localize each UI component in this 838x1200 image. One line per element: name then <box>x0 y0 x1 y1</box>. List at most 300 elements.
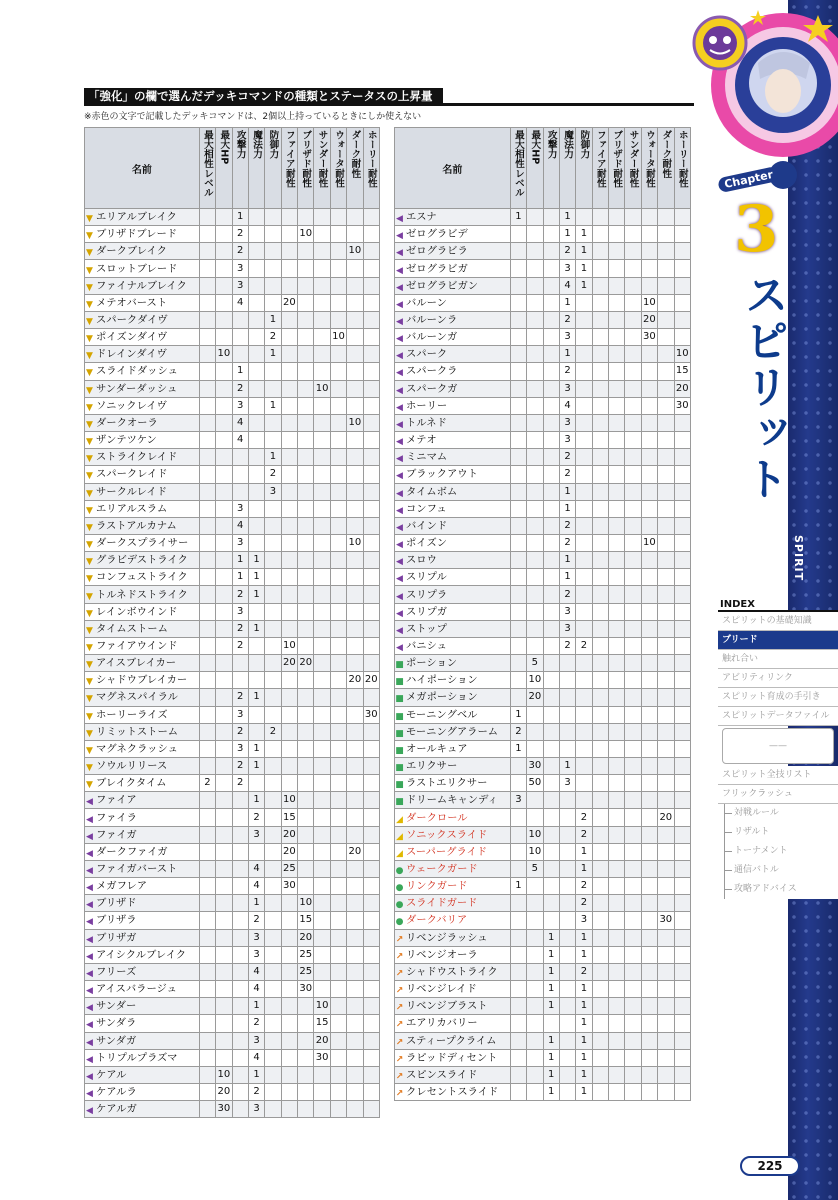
stat-value-cell <box>330 260 346 277</box>
command-name-cell <box>85 758 200 775</box>
magic-icon: ◀ <box>396 334 403 345</box>
stat-value-cell <box>347 706 363 723</box>
stat-value-cell <box>592 586 608 603</box>
stat-value-cell <box>527 603 543 620</box>
stat-value-cell <box>609 603 625 620</box>
stat-value-cell <box>199 466 215 483</box>
command-name: コンフュストライク <box>96 571 188 584</box>
command-name-cell <box>395 878 511 895</box>
dash-icon: ◢ <box>396 831 403 842</box>
stat-value-cell <box>625 294 641 311</box>
stat-value-cell <box>527 466 543 483</box>
magic-icon: ◀ <box>396 471 403 482</box>
stat-value-cell <box>347 552 363 569</box>
stat-value-cell <box>658 723 674 740</box>
stat-value-cell <box>232 1101 248 1118</box>
index-item[interactable]: 触れ合い <box>718 650 838 669</box>
stat-value-cell <box>216 792 232 809</box>
stat-value-cell <box>298 706 314 723</box>
stat-value-cell <box>281 981 297 998</box>
stat-value-cell <box>658 895 674 912</box>
stat-value-cell <box>674 655 691 672</box>
command-name-cell <box>85 500 200 517</box>
stat-value-cell <box>281 346 297 363</box>
stat-value-cell <box>658 1066 674 1083</box>
stat-value-cell <box>576 569 592 586</box>
table-row <box>85 672 380 689</box>
stat-value-cell <box>510 1049 526 1066</box>
magic-icon: ◀ <box>86 917 93 928</box>
stat-value-cell <box>330 1066 346 1083</box>
stat-value-cell <box>674 740 691 757</box>
stat-value-cell <box>576 603 592 620</box>
stat-value-cell <box>330 466 346 483</box>
stat-value-cell <box>232 1066 248 1083</box>
index-item[interactable]: 通信バトル <box>718 861 838 880</box>
column-header-stat <box>199 128 215 209</box>
stat-value-cell <box>330 655 346 672</box>
table-row <box>85 1015 380 1032</box>
stat-value-cell <box>298 1083 314 1100</box>
command-name-cell <box>395 655 511 672</box>
stat-value-cell <box>543 672 559 689</box>
attack-icon: ▼ <box>86 557 93 568</box>
stat-value-cell <box>641 1032 657 1049</box>
stat-value-cell <box>674 586 691 603</box>
stat-value-cell <box>298 809 314 826</box>
stat-value-cell <box>674 689 691 706</box>
magic-icon: ◀ <box>86 883 93 894</box>
stat-value-cell <box>298 517 314 534</box>
stat-value-cell <box>248 363 264 380</box>
stat-value-cell <box>199 878 215 895</box>
column-header-stat <box>330 128 346 209</box>
stat-value-cell <box>330 517 346 534</box>
stat-value-cell <box>265 569 281 586</box>
stat-value-cell <box>265 895 281 912</box>
command-name-cell <box>85 432 200 449</box>
stat-value-cell <box>298 552 314 569</box>
stat-value-cell <box>363 689 379 706</box>
stat-value-cell <box>199 998 215 1015</box>
index-item[interactable]: スピリット育成の手引き <box>718 688 838 707</box>
stat-value-cell: 3 <box>559 432 575 449</box>
stat-value-cell: 1 <box>543 981 559 998</box>
stat-value-cell <box>527 706 543 723</box>
stat-value-cell: 10 <box>674 346 691 363</box>
stat-value-cell <box>625 346 641 363</box>
stat-value-cell <box>559 672 575 689</box>
command-name: スーパーグライド <box>406 845 488 858</box>
column-header-stat <box>543 128 559 209</box>
stat-value-cell <box>199 1049 215 1066</box>
command-name: ドレインダイヴ <box>96 348 167 361</box>
command-name-cell <box>85 1015 200 1032</box>
table-row <box>85 534 380 551</box>
stat-value-cell <box>330 758 346 775</box>
stat-value-cell <box>232 963 248 980</box>
attack-icon: ▼ <box>86 419 93 430</box>
stat-value-cell <box>658 432 674 449</box>
stat-value-cell <box>281 1083 297 1100</box>
stat-value-cell: 25 <box>298 963 314 980</box>
table-row <box>85 483 380 500</box>
index-item[interactable]: 攻略アドバイス <box>718 880 838 899</box>
stat-value-cell <box>265 998 281 1015</box>
item-icon: ■ <box>395 660 404 671</box>
stat-value-cell <box>510 294 526 311</box>
attack-icon: ▼ <box>86 385 93 396</box>
table-row <box>395 603 691 620</box>
magic-icon: ◀ <box>396 402 403 413</box>
stat-value-cell <box>265 500 281 517</box>
table-row <box>395 363 691 380</box>
stat-value-cell <box>216 946 232 963</box>
stat-value-cell <box>363 603 379 620</box>
item-icon: ■ <box>395 694 404 705</box>
stat-value-cell: 2 <box>265 466 281 483</box>
command-name: リベンジレイド <box>406 983 477 996</box>
stat-value-cell <box>265 363 281 380</box>
stat-value-cell <box>592 1083 608 1100</box>
index-item[interactable]: リザルト <box>718 823 838 842</box>
table-row <box>395 552 691 569</box>
index-item[interactable]: 対戦ルール <box>718 804 838 823</box>
table-row <box>85 311 380 328</box>
stat-value-cell <box>248 500 264 517</box>
command-name-cell <box>85 1101 200 1118</box>
stat-value-cell: 3 <box>232 500 248 517</box>
stat-value-cell <box>609 1015 625 1032</box>
stat-value-cell <box>298 775 314 792</box>
stat-value-cell <box>265 1015 281 1032</box>
stat-value-cell <box>592 397 608 414</box>
chapter-emblem-icon <box>688 5 838 195</box>
stat-value-cell <box>363 637 379 654</box>
table-row <box>395 758 691 775</box>
stat-value-cell <box>674 998 691 1015</box>
stat-value-cell <box>281 209 297 226</box>
command-name: マグネスパイラル <box>96 691 178 704</box>
magic-icon: ◀ <box>86 968 93 979</box>
stat-value-cell <box>363 500 379 517</box>
stat-value-cell <box>265 620 281 637</box>
stat-value-cell <box>216 397 232 414</box>
stat-value-cell <box>347 483 363 500</box>
stat-value-cell <box>592 1049 608 1066</box>
stat-value-cell <box>527 637 543 654</box>
stat-value-cell <box>641 226 657 243</box>
stat-value-cell <box>232 946 248 963</box>
stat-value-cell: 5 <box>527 655 543 672</box>
stat-value-cell <box>347 397 363 414</box>
command-name-cell <box>85 397 200 414</box>
stat-value-cell <box>625 243 641 260</box>
stat-value-cell: 1 <box>559 346 575 363</box>
stat-value-cell <box>559 792 575 809</box>
stat-value-cell <box>363 895 379 912</box>
stat-value-cell <box>330 500 346 517</box>
stat-value-cell <box>216 620 232 637</box>
stat-value-cell <box>347 1032 363 1049</box>
stat-value-cell <box>265 1101 281 1118</box>
stat-value-cell <box>674 260 691 277</box>
stat-value-cell <box>314 775 330 792</box>
column-header-stat <box>510 128 526 209</box>
stat-value-cell: 3 <box>232 277 248 294</box>
stat-value-cell <box>248 603 264 620</box>
stat-value-cell <box>314 243 330 260</box>
stat-value-cell <box>510 809 526 826</box>
stat-value-cell <box>609 311 625 328</box>
stat-value-cell <box>592 946 608 963</box>
table-row <box>395 689 691 706</box>
stat-value-cell <box>543 380 559 397</box>
magic-icon: ◀ <box>396 488 403 499</box>
magic-icon: ◀ <box>396 642 403 653</box>
stat-value-cell <box>281 775 297 792</box>
guard-icon: ● <box>395 866 404 877</box>
stat-value-cell <box>199 1015 215 1032</box>
stat-value-cell <box>609 929 625 946</box>
stat-value-cell <box>199 311 215 328</box>
stat-value-cell <box>265 843 281 860</box>
stat-value-cell <box>576 758 592 775</box>
stat-value-cell <box>330 792 346 809</box>
stat-value-cell <box>641 706 657 723</box>
column-header-label: 最大HP <box>218 130 230 165</box>
command-name: アイシクルブレイク <box>96 948 187 961</box>
stat-value-cell <box>641 860 657 877</box>
stat-value-cell <box>347 260 363 277</box>
stat-value-cell <box>527 586 543 603</box>
stat-value-cell <box>281 895 297 912</box>
stat-value-cell <box>543 792 559 809</box>
stat-value-cell <box>527 483 543 500</box>
stat-value-cell <box>559 740 575 757</box>
column-header-label: 最大相性レベル <box>201 130 213 198</box>
stat-value-cell <box>199 620 215 637</box>
stat-value-cell <box>625 311 641 328</box>
stat-value-cell <box>674 878 691 895</box>
column-header-label: 攻撃力 <box>234 130 246 159</box>
stat-value-cell <box>330 380 346 397</box>
command-name: アイスブレイカー <box>96 657 177 670</box>
stat-value-cell <box>658 483 674 500</box>
stat-value-cell <box>298 620 314 637</box>
stat-value-cell <box>527 329 543 346</box>
command-name-cell <box>395 603 511 620</box>
stat-value-cell <box>330 1015 346 1032</box>
stat-value-cell <box>314 963 330 980</box>
command-name-cell <box>85 243 200 260</box>
column-header-stat <box>265 128 281 209</box>
stat-value-cell <box>199 500 215 517</box>
stat-value-cell <box>330 723 346 740</box>
stat-value-cell <box>658 552 674 569</box>
stat-value-cell <box>658 346 674 363</box>
stat-value-cell <box>592 998 608 1015</box>
stat-value-cell <box>527 740 543 757</box>
stat-value-cell <box>347 569 363 586</box>
table-row <box>85 329 380 346</box>
table-row <box>395 209 691 226</box>
stat-value-cell <box>510 637 526 654</box>
stat-value-cell <box>658 226 674 243</box>
stat-value-cell <box>674 1049 691 1066</box>
stat-value-cell <box>559 1015 575 1032</box>
stat-value-cell <box>232 449 248 466</box>
index-item[interactable]: フリックラッシュ <box>718 785 838 804</box>
stat-value-cell <box>314 552 330 569</box>
command-name: ストップ <box>406 622 447 635</box>
stat-value-cell: 2 <box>232 226 248 243</box>
stat-value-cell <box>674 775 691 792</box>
stat-value-cell <box>298 243 314 260</box>
stat-value-cell <box>216 723 232 740</box>
stat-value-cell <box>609 534 625 551</box>
stat-value-cell <box>265 260 281 277</box>
stat-value-cell <box>625 809 641 826</box>
stat-value-cell <box>347 294 363 311</box>
stat-value-cell: 20 <box>281 826 297 843</box>
stat-value-cell <box>641 466 657 483</box>
stat-value-cell <box>330 860 346 877</box>
command-name-cell <box>395 346 511 363</box>
command-name: スティープクライム <box>406 1034 497 1047</box>
stat-value-cell <box>347 723 363 740</box>
command-name: スパークラ <box>406 365 458 378</box>
stat-value-cell: 30 <box>527 758 543 775</box>
stat-value-cell <box>363 483 379 500</box>
table-row <box>85 569 380 586</box>
command-name-cell <box>85 689 200 706</box>
stat-value-cell <box>363 655 379 672</box>
index-item[interactable]: トーナメント <box>718 842 838 861</box>
stat-value-cell: 1 <box>265 397 281 414</box>
stat-value-cell <box>658 294 674 311</box>
stat-value-cell <box>330 569 346 586</box>
stat-value-cell <box>510 655 526 672</box>
command-name: オールキュア <box>406 742 468 755</box>
stat-value-cell <box>641 552 657 569</box>
stat-value-cell <box>609 329 625 346</box>
stat-value-cell <box>232 792 248 809</box>
stat-value-cell <box>363 277 379 294</box>
stat-value-cell <box>658 963 674 980</box>
table-row <box>85 243 380 260</box>
stat-value-cell: 2 <box>559 517 575 534</box>
table-row <box>85 963 380 980</box>
stat-value-cell <box>592 329 608 346</box>
command-name-cell <box>85 1049 200 1066</box>
stat-value-cell <box>199 380 215 397</box>
table-row <box>395 655 691 672</box>
stat-value-cell <box>199 483 215 500</box>
stat-value-cell <box>232 1032 248 1049</box>
index-item[interactable]: ブリード <box>718 631 838 650</box>
command-name-cell <box>85 517 200 534</box>
magic-icon: ◀ <box>396 608 403 619</box>
stat-value-cell: 20 <box>281 843 297 860</box>
table-row <box>85 226 380 243</box>
stat-value-cell <box>510 226 526 243</box>
stat-value-cell <box>674 672 691 689</box>
stat-value-cell <box>592 672 608 689</box>
stat-value-cell <box>363 946 379 963</box>
stat-value-cell <box>216 1032 232 1049</box>
stat-value-cell <box>298 1032 314 1049</box>
table-row <box>85 517 380 534</box>
stat-value-cell <box>674 569 691 586</box>
stat-value-cell <box>658 998 674 1015</box>
table-row <box>395 981 691 998</box>
stat-value-cell <box>265 294 281 311</box>
stat-value-cell <box>609 775 625 792</box>
stat-value-cell <box>641 483 657 500</box>
stat-value-cell <box>641 1049 657 1066</box>
stat-value-cell <box>216 294 232 311</box>
index-item[interactable]: スピリットの基礎知識 <box>718 612 838 631</box>
stat-value-cell <box>609 500 625 517</box>
stat-value-cell <box>510 620 526 637</box>
stat-value-cell <box>658 620 674 637</box>
stat-value-cell <box>347 637 363 654</box>
stat-value-cell <box>298 500 314 517</box>
stat-value-cell: 1 <box>576 860 592 877</box>
table-row <box>85 689 380 706</box>
stat-value-cell <box>559 1066 575 1083</box>
stat-value-cell <box>510 603 526 620</box>
stat-value-cell <box>199 637 215 654</box>
stat-value-cell <box>576 363 592 380</box>
stat-value-cell <box>559 655 575 672</box>
stat-value-cell <box>592 758 608 775</box>
attack-icon: ▼ <box>86 282 93 293</box>
stat-value-cell <box>674 792 691 809</box>
command-name-cell <box>85 860 200 877</box>
item-icon: ■ <box>395 763 404 774</box>
magic-icon: ◀ <box>86 1106 93 1117</box>
stat-value-cell <box>363 775 379 792</box>
stat-value-cell <box>559 860 575 877</box>
stat-value-cell <box>543 826 559 843</box>
stat-value-cell <box>592 723 608 740</box>
stat-value-cell <box>625 1066 641 1083</box>
stat-value-cell <box>281 483 297 500</box>
column-header-stat <box>641 128 657 209</box>
stat-value-cell <box>543 243 559 260</box>
command-name: ゼログラビガ <box>406 262 468 275</box>
stat-value-cell <box>363 981 379 998</box>
stat-value-cell <box>543 534 559 551</box>
stat-value-cell <box>216 226 232 243</box>
stat-value-cell: 1 <box>576 843 592 860</box>
index-item[interactable]: アビリティリンク <box>718 669 838 688</box>
stat-value-cell <box>527 432 543 449</box>
stat-value-cell <box>625 432 641 449</box>
stat-value-cell <box>592 809 608 826</box>
index-item[interactable]: スピリットデータファイル <box>718 707 838 726</box>
command-name: ダークロール <box>406 811 468 824</box>
stat-value-cell: 25 <box>281 860 297 877</box>
stat-value-cell: 3 <box>248 826 264 843</box>
index-item[interactable]: スピリット全技リスト <box>718 766 838 785</box>
stat-value-cell <box>330 620 346 637</box>
stat-value-cell <box>543 294 559 311</box>
stat-value-cell <box>674 637 691 654</box>
stat-value-cell <box>559 1083 575 1100</box>
